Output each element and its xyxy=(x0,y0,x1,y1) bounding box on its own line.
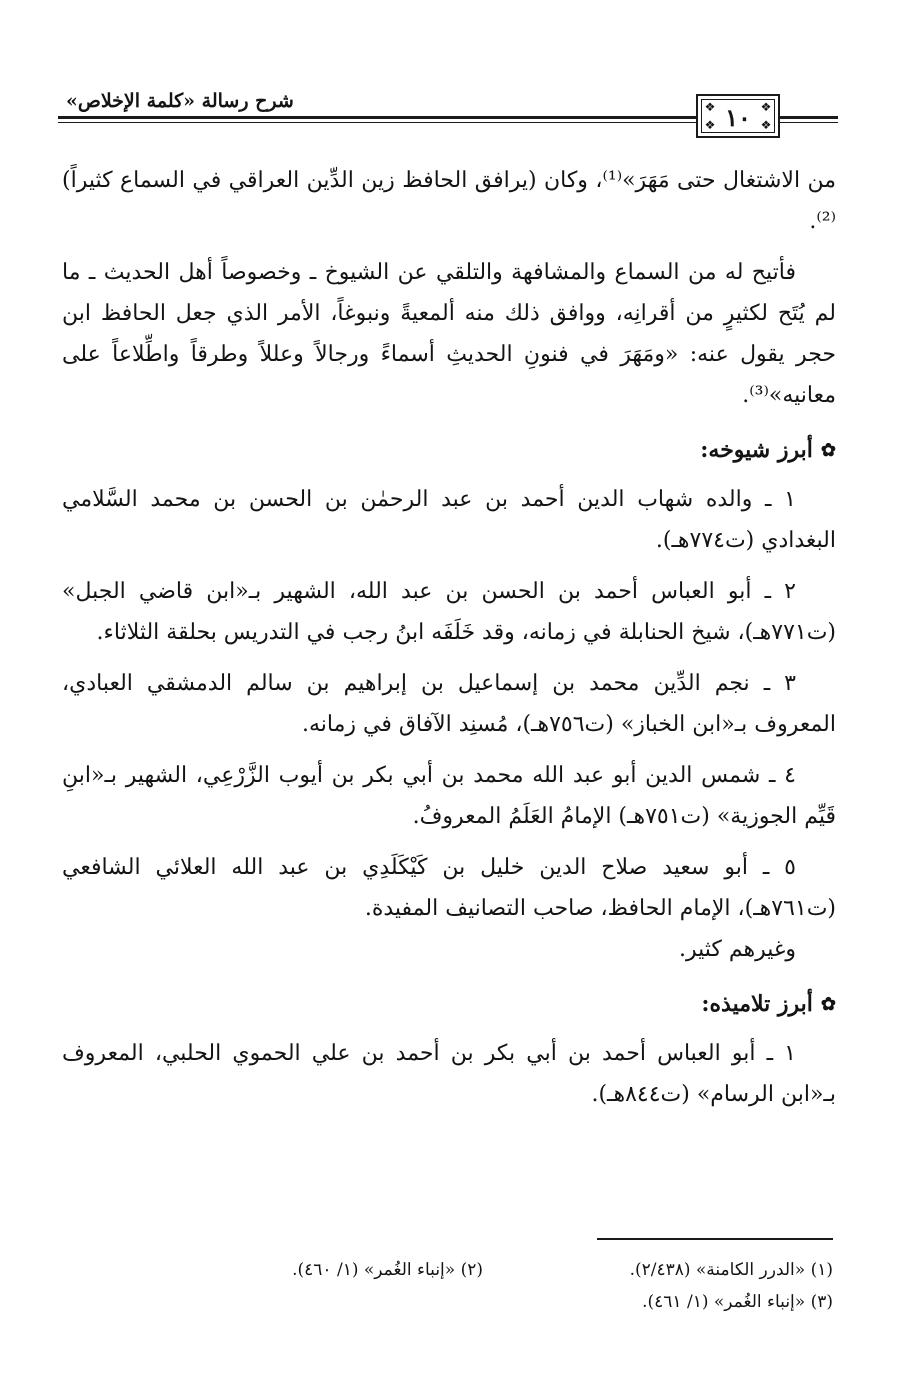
section-title: أبرز شيوخه: xyxy=(700,437,813,463)
footnote-separator xyxy=(597,1238,833,1240)
closing-line: وغيرهم كثير. xyxy=(678,937,796,962)
corner-ornament-icon: ❖ xyxy=(704,100,716,114)
list-item: ٥ ـ أبو سعيد صلاح الدين خليل بن كَيْكَلَدِي بن عبد الله العلائي الشافعي (ت٧٦١هـ)، الإمام الحافظ، صاحب التصانيف المفيدة. xyxy=(62,855,836,921)
list-item: ٣ ـ نجم الدِّين محمد بن إسماعيل بن إبراهيم بن سالم الدمشقي العبادي، المعروف بـ«ابن الخباز» (ت٧٥٦هـ)، مُسنِد الآفاق في زمانه. xyxy=(62,671,836,737)
list-item: ١ ـ أبو العباس أحمد بن أبي بكر بن أحمد بن علي الحموي الحلبي، المعروف بـ«ابن الرسام» (ت٨٤٤هـ). xyxy=(62,1041,836,1107)
corner-ornament-icon: ❖ xyxy=(760,118,772,132)
page-number-frame xyxy=(696,94,780,138)
page-number: ١٠ xyxy=(725,103,751,132)
paragraph: فأتيح له من السماع والمشافهة والتلقي عن الشيوخ ـ وخصوصاً أهل الحديث ـ ما لم يُتَح لكثيرٍ من أقرانِه، ووافق ذلك منه ألمعيةً ونبوغاً، الأمر الذي جعل الحافظ ابن حجر يقول عنه: «ومَهَرَ في فنونِ الحديثِ أسماءً ورجالاً وعللاً وطرقاً واطِّلاعاً على معانيه»⁽³⁾. xyxy=(62,260,836,408)
list-item: ٢ ـ أبو العباس أحمد بن الحسن بن عبد الله، الشهير بـ«ابن قاضي الجبل» (ت٧٧١هـ)، شيخ الحنابلة في زمانه، وقد خَلَفَه ابنُ رجب في التدريس بحلقة الثلاثاء. xyxy=(62,579,836,645)
footnote-row xyxy=(133,1286,833,1318)
list-item: ٤ ـ شمس الدين أبو عبد الله محمد بن أبي بكر بن أيوب الزَّرْعِي، الشهير بـ«ابنِ قَيِّم الجوزية» (ت٧٥١هـ) الإمامُ العَلَمُ المعروفُ. xyxy=(62,763,836,829)
flower-ornament-icon: ✿ xyxy=(820,440,836,461)
section-heading-teachers xyxy=(62,430,836,471)
section-heading-students xyxy=(62,984,836,1025)
footnotes xyxy=(133,1254,833,1318)
corner-ornament-icon: ❖ xyxy=(704,118,716,132)
main-text xyxy=(62,160,836,1115)
corner-ornament-icon: ❖ xyxy=(760,100,772,114)
footnote-2: (٢) «إنباء الغُمر» (١/ ٤٦٠). xyxy=(292,1260,483,1280)
footnote-row xyxy=(133,1254,833,1286)
paragraph: من الاشتغال حتى مَهَرَ»⁽¹⁾، وكان (يرافق الحافظ زين الدِّين العراقي في السماع كثيراً)⁽²⁾. xyxy=(62,168,837,234)
footnote-1: (١) «الدرر الكامنة» (٢/٤٣٨). xyxy=(629,1260,833,1280)
list-item: ١ ـ والده شهاب الدين أحمد بن عبد الرحمٰن بن الحسن بن محمد السَّلامي البغدادي (ت٧٧٤هـ). xyxy=(62,487,836,553)
page-header xyxy=(58,86,838,146)
flower-ornament-icon: ✿ xyxy=(820,994,836,1015)
footnote-3: (٣) «إنباء الغُمر» (١/ ٤٦١). xyxy=(642,1292,833,1312)
section-title: أبرز تلاميذه: xyxy=(701,991,813,1017)
running-title: شرح رسالة «كلمة الإخلاص» xyxy=(66,90,294,112)
